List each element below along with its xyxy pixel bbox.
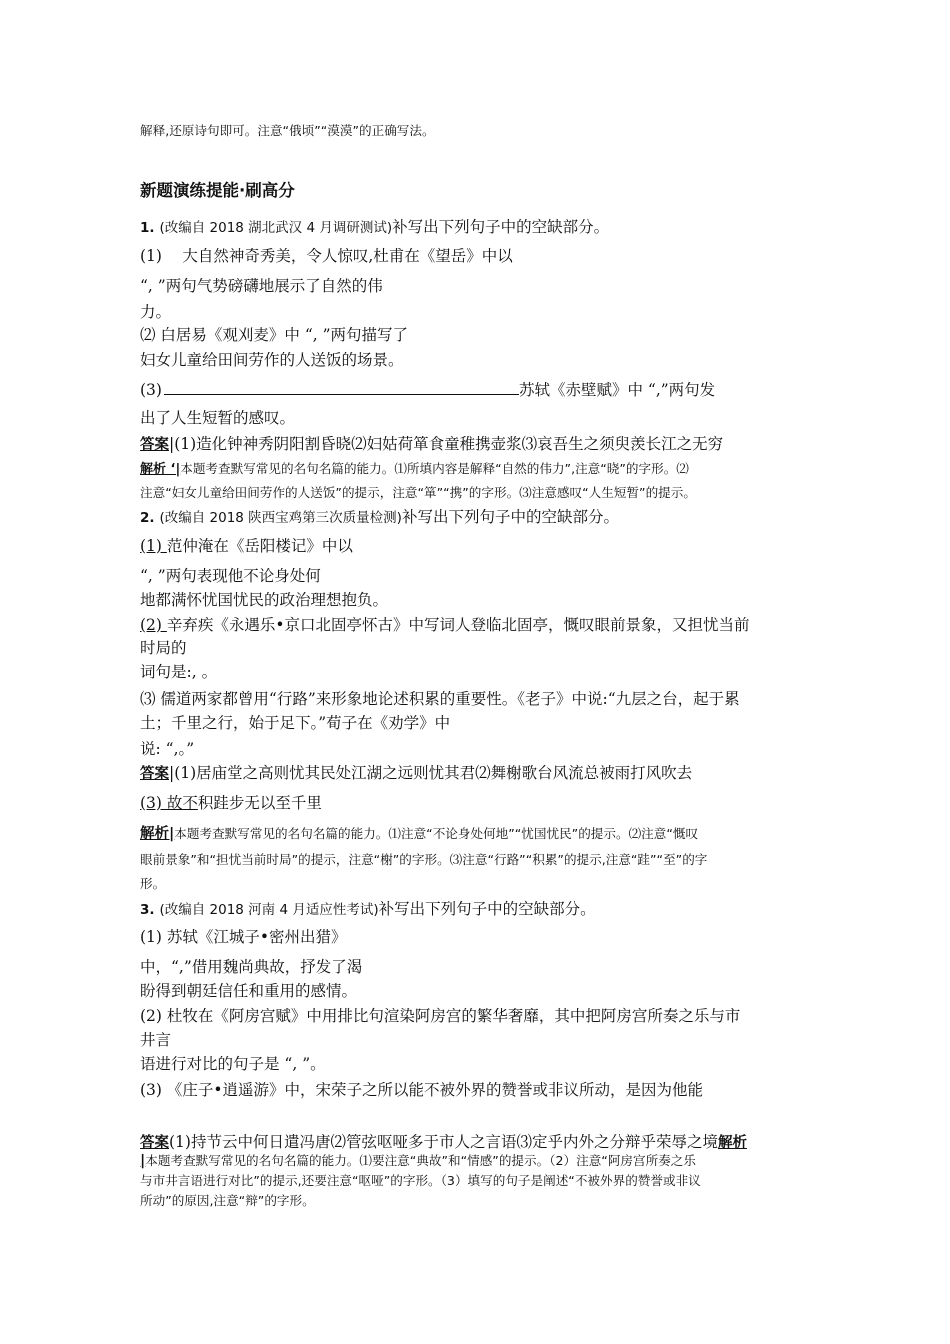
q3-answer-text: (1)持节云中何日遣冯唐⑵管弦呕哑多于市人之言语⑶定乎内外之分辩乎荣辱之境: [169, 1133, 718, 1151]
q2-answer: [140, 762, 692, 785]
q1-answer-text: |(1)造化钟神秀阴阳割昏晓⑵妇姑荷箪食童稚携壶浆⑶哀吾生之须臾羡长江之无穷: [169, 435, 724, 453]
q3-number: 3.: [140, 902, 155, 918]
q1-stem: 补写出下列句子中的空缺部分。: [392, 218, 610, 236]
q1-part1-line2: “, ”两句气势磅礴地展示了自然的伟: [140, 277, 383, 295]
answer-blank: [164, 378, 519, 395]
q2-analysis-text1: 本题考查默写常见的名句名篇的能力。⑴注意“不论身处何地”“忧国忧民”的提示。⑵注意“慨叹: [174, 826, 699, 841]
answer-label: 答案: [140, 437, 169, 453]
q3-analysis-line3: 所动”的原因,注意“辩”的字形。: [140, 1193, 315, 1208]
q3-stem: 补写出下列句子中的空缺部分。: [378, 900, 596, 918]
q2-part1-text: 范仲淹在《岳阳楼记》中以: [166, 537, 353, 555]
q1-part3-line2: 出了人生短暂的感叹。: [140, 409, 296, 427]
q1-analysis-text1: 本题考查默写常见的名句名篇的能力。⑴所填内容是解释“自然的伟力”,注意“晓”的字形。⑵: [180, 461, 689, 476]
q3-analysis-line1: [140, 1151, 696, 1171]
q2-part1-line1: [140, 535, 353, 557]
q2-answer3-underlined: (3) 故不: [140, 794, 198, 812]
section-title: 新题演练提能·刷高分: [140, 181, 295, 200]
q1-analysis-line2: 注意“妇女儿童给田间劳作的人送饭”的提示，注意“箪”“携”的字形。⑶注意感叹“人生短暂”的提示。: [140, 485, 696, 500]
q1-part3-tail: 苏轼《赤壁赋》中 “,”两句发: [518, 381, 716, 399]
answer-label: 答案: [140, 1135, 169, 1151]
q3-source: (改编自 2018 河南 4 月适应性考试): [159, 902, 379, 918]
q2-part2-text: 辛弃疾《永遇乐•京口北固亭怀古》中写词人登临北固亭，慨叹眼前景象，又担忧当前: [166, 616, 750, 634]
prev-analysis-tail: 解释,还原诗句即可。注意“俄顷”“漠漠”的正确写法。: [140, 123, 435, 138]
q2-part2-line3: 词句是:, 。: [140, 663, 218, 681]
q2-part2-line1: [140, 614, 750, 636]
q2-number: 2.: [140, 510, 155, 526]
q3-part2-line2: 井言: [140, 1031, 172, 1049]
q3-analysis-text1: 本题考查默写常见的名句名篇的能力。⑴要注意“典故”和“情感”的提示。（2）注意“阿房宫所奏之乐: [145, 1153, 696, 1168]
q2-stem: 补写出下列句子中的空缺部分。: [401, 508, 619, 526]
q1-header: [140, 216, 609, 239]
q2-answer-text: |(1)居庙堂之高则忧其民处江湖之远则忧其君⑵舞榭歌台风流总被雨打风吹去: [169, 764, 693, 782]
q1-number: 1.: [140, 220, 155, 236]
q3-part3-line1: (3) 《庄子•逍遥游》中，宋荣子之所以能不被外界的赞誉或非议所动，是因为他能: [140, 1081, 704, 1099]
q2-analysis-line3: 形。: [140, 876, 166, 891]
q3-part2-line1: (2) 杜牧在《阿房宫赋》中用排比句渲染阿房宫的繁华奢靡，其中把阿房宫所奏之乐与市: [140, 1007, 741, 1025]
q1-part3-line1: [140, 378, 715, 401]
q1-part2-line1: ⑵ 白居易《观刈麦》中 “, ”两句描写了: [140, 326, 409, 344]
q2-part1-line2: “, ”两句表现他不论身处何: [140, 567, 321, 585]
q1-answer: [140, 433, 723, 456]
q2-part1-number: (1): [140, 537, 167, 555]
q2-part3-line3: 说: “,。”: [140, 740, 195, 758]
q1-source: (改编自 2018 湖北武汉 4 月调研测试): [159, 220, 393, 236]
q2-part3-line1: ⑶ 儒道两家都曾用“行路”来形象地论述积累的重要性。《老子》中说:“九层之台，起于累: [140, 690, 740, 708]
q2-header: [140, 506, 619, 529]
q3-part1-line2: 中，“,”借用魏尚典故，抒发了渴: [140, 958, 363, 976]
q3-header: [140, 898, 596, 921]
q2-analysis-line2: 眼前景象”和“担忧当前时局”的提示，注意“榭”的字形。⑶注意“行路”“积累”的提示,注意“跬”“至”的字: [140, 852, 708, 867]
analysis-bar: |: [140, 1153, 146, 1169]
q2-part2-line2: 时局的: [140, 639, 187, 657]
q3-part2-line3: 语进行对比的句子是 “, ”。: [140, 1055, 326, 1073]
q1-part3-number: (3): [140, 381, 162, 399]
analysis-label: 解析 ‘|: [140, 462, 181, 477]
q2-analysis-line1: [140, 824, 698, 844]
analysis-label: 解析: [717, 1135, 747, 1151]
q1-analysis-line1: [140, 459, 689, 480]
q2-part3-line2: 土；千里之行，始于足下。”荀子在《劝学》中: [140, 714, 451, 732]
q1-part1-line3: 力。: [140, 303, 172, 321]
q2-source: (改编自 2018 陕西宝鸡第三次质量检测): [159, 510, 402, 526]
q1-part1-line1: (1) 大自然神奇秀美，令人惊叹,杜甫在《望岳》中以: [140, 247, 513, 265]
answer-label: 答案: [140, 766, 169, 782]
q2-part1-line3: 地都满怀忧国忧民的政治理想抱负。: [140, 591, 389, 609]
q3-part1-line1: (1) 苏轼《江城子•密州出猎》: [140, 928, 347, 946]
analysis-label: 解析|: [140, 826, 175, 842]
q3-analysis-line2: 与市井言语进行对比”的提示,还要注意“呕哑”的字形。（3）填写的句子是阐述“不被外界的赞誉或非议: [140, 1173, 701, 1188]
q3-part1-line3: 盼得到朝廷信任和重用的感情。: [140, 982, 358, 1000]
q2-answer-line2: [140, 792, 322, 814]
q2-answer3-rest: 积跬步无以至千里: [197, 794, 322, 812]
q2-part2-number: (2): [140, 616, 167, 634]
q1-part2-line2: 妇女儿童给田间劳作的人送饭的场景。: [140, 351, 404, 369]
